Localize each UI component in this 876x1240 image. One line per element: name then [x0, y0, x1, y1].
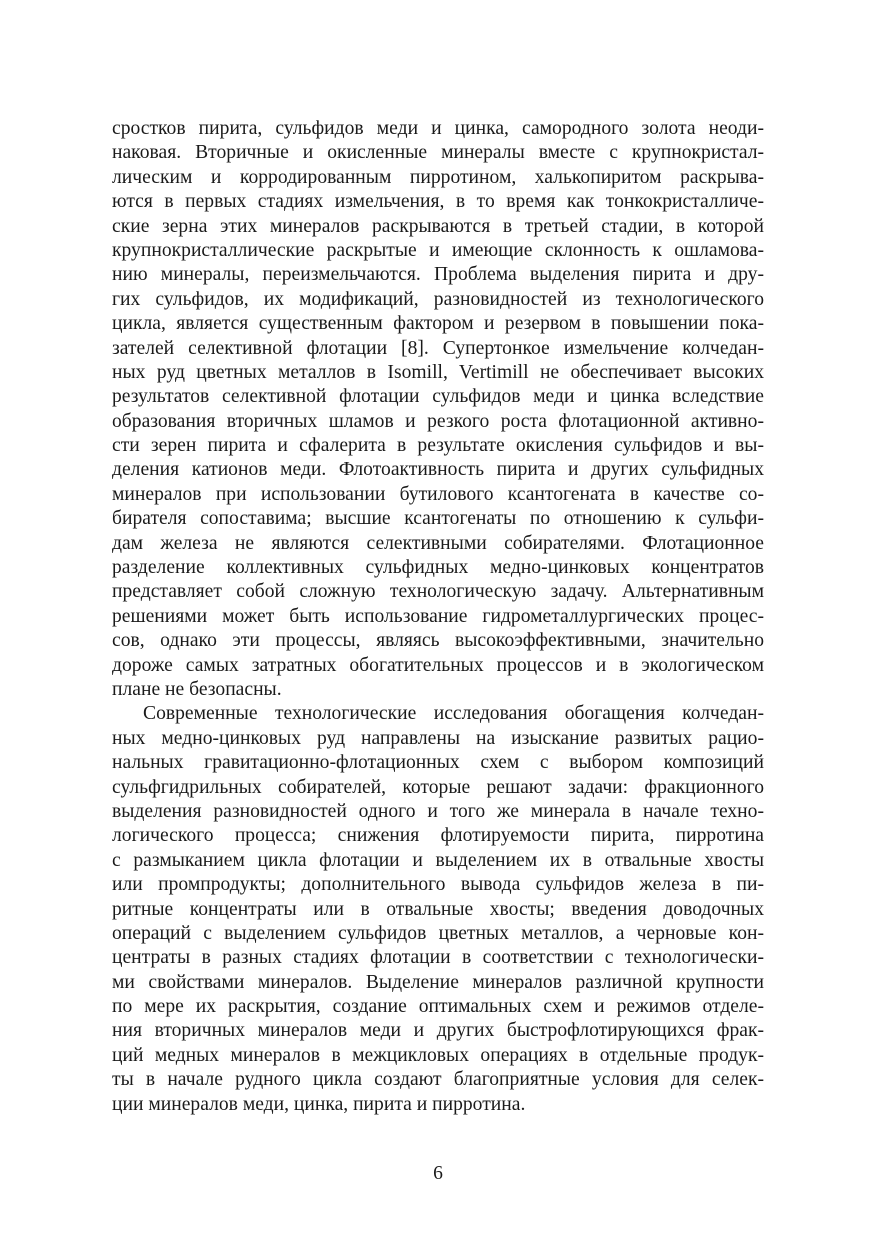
text-line: сти зерен пирита и сфалерита в результате окисления сульфидов и вы-: [112, 435, 764, 457]
text-line: операций с выделением сульфидов цветных металлов, а черновые кон-: [112, 922, 764, 944]
text-line: Современные технологические исследования обогащения колчедан-: [143, 703, 764, 725]
text-line: наковая. Вторичные и окисленные минералы вместе с крупнокристал-: [112, 142, 764, 164]
text-line: ния вторичных минералов меди и других быстрофлотирующихся фрак-: [112, 1020, 764, 1042]
text-line: ных руд цветных металлов в Isomill, Vertimill не обеспечивает высоких: [112, 361, 764, 383]
text-line: выделения разновидностей одного и того же минерала в начале техно-: [112, 800, 764, 822]
text-line: дам железа не являются селективными собирателями. Флотационное: [112, 532, 764, 554]
text-line: ных медно-цинковых руд направлены на изыскание развитых рацио-: [112, 727, 764, 749]
text-line: гих сульфидов, их модификаций, разновидностей из технологического: [112, 288, 764, 310]
page-number: 6: [433, 1163, 443, 1184]
text-line: плане не безопасны.: [112, 678, 282, 700]
text-line: ские зерна этих минералов раскрываются в третьей стадии, в которой: [112, 215, 764, 237]
text-line: с размыканием цикла флотации и выделением их в отвальные хвосты: [112, 849, 764, 871]
text-line: сростков пирита, сульфидов меди и цинка, самородного золота неоди-: [112, 118, 764, 139]
text-line: зателей селективной флотации [8]. Супертонкое измельчение колчедан-: [112, 337, 764, 359]
text-line: представляет собой сложную технологическую задачу. Альтернативным: [112, 581, 764, 603]
text-line: образования вторичных шламов и резкого роста флотационной активно-: [112, 410, 764, 432]
text-line: ритные концентраты или в отвальные хвосты; введения доводочных: [112, 898, 764, 920]
text-line: сов, однако эти процессы, являясь высокоэффективными, значительно: [112, 630, 764, 652]
text-line: ций медных минералов в межцикловых операциях в отдельные продук-: [112, 1044, 764, 1066]
text-line: разделение коллективных сульфидных медно-цинковых концентратов: [112, 557, 764, 579]
text-line: бирателя сопоставима; высшие ксантогенаты по отношению к сульфи-: [112, 508, 764, 530]
text-line: решениями может быть использование гидрометаллургических процес-: [112, 605, 764, 627]
text-line: дороже самых затратных обогатительных процессов и в экологическом: [112, 654, 764, 676]
text-line: минералов при использовании бутилового ксантогената в качестве со-: [112, 483, 764, 505]
text-line: результатов селективной флотации сульфидов меди и цинка вследствие: [112, 386, 764, 408]
text-line: ты в начале рудного цикла создают благоприятные условия для селек-: [112, 1069, 764, 1091]
text-line: центраты в разных стадиях флотации в соответствии с технологически-: [112, 947, 764, 969]
text-line: или промпродукты; дополнительного вывода сульфидов железа в пи-: [112, 874, 764, 896]
body-text: [112, 117, 764, 1117]
text-line: деления катионов меди. Флотоактивность пирита и других сульфидных: [112, 459, 764, 481]
paragraph-1: [112, 117, 764, 702]
text-line: цикла, является существенным фактором и резервом в повышении пока-: [112, 313, 764, 335]
text-line: ются в первых стадиях измельчения, в то время как тонкокристалличе-: [112, 191, 764, 213]
text-line: нальных гравитационно-флотационных схем с выбором композиций: [112, 752, 764, 774]
text-line: сульфгидрильных собирателей, которые решают задачи: фракционного: [112, 776, 764, 798]
text-line: крупнокристаллические раскрытые и имеющие склонность к ошламова-: [112, 239, 764, 261]
text-line: нию минералы, переизмельчаются. Проблема выделения пирита и дру-: [112, 264, 764, 286]
paragraph-2: [112, 702, 764, 1117]
text-line: логического процесса; снижения флотируемости пирита, пирротина: [112, 825, 764, 847]
text-line: ции минералов меди, цинка, пирита и пирротина.: [112, 1093, 526, 1115]
text-line: по мере их раскрытия, создание оптимальных схем и режимов отделе-: [112, 996, 764, 1018]
text-line: лическим и корродированным пирротином, халькопиритом раскрыва-: [112, 166, 764, 188]
text-line: ми свойствами минералов. Выделение минералов различной крупности: [112, 971, 764, 993]
